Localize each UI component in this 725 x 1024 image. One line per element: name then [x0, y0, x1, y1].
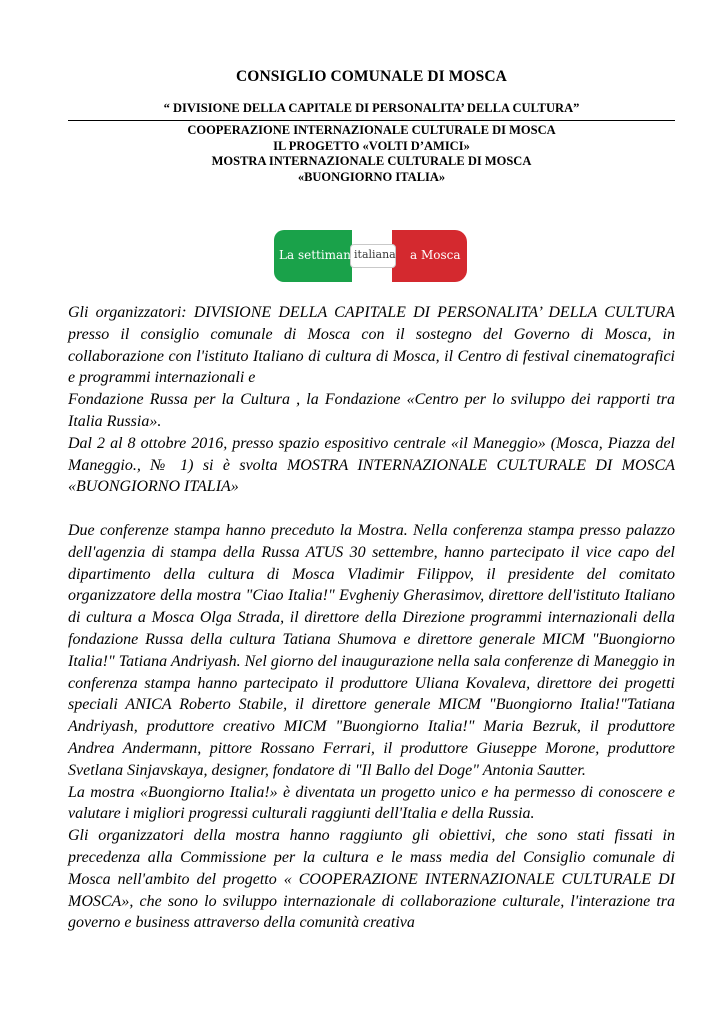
paragraph-foundation: Fondazione Russa per la Cultura , la Fondazione «Centro per lo sviluppo dei rapporti tra Italia Russia».	[68, 391, 675, 430]
header-lines	[68, 123, 675, 185]
header-line-exhibition: MOSTRA INTERNAZIONALE CULTURALE DI MOSCA	[211, 154, 532, 169]
header-divider	[68, 120, 675, 121]
page-title: CONSIGLIO COMUNALE DI MOSCA	[236, 68, 507, 85]
division-subtitle: “ DIVISIONE DELLA CAPITALE DI PERSONALITA’ DELLA CULTURA”	[163, 101, 580, 115]
italian-week-logo	[274, 230, 467, 282]
document-body	[68, 302, 675, 934]
paragraph-organizers: Gli organizzatori: DIVISIONE DELLA CAPITALE DI PERSONALITA’ DELLA CULTURA presso il consiglio comunale di Mosca con il sostegno del Governo di Mosca, in collaborazione con l'istituto Italiano di cultura di Mosca, il Centro di festival cinematografici e programmi internazionali e	[68, 304, 675, 387]
header-line-cooperation: COOPERAZIONE INTERNAZIONALE CULTURALE DI MOSCA	[187, 123, 556, 137]
paragraph-dates: Dal 2 al 8 ottobre 2016, presso spazio espositivo centrale «il Maneggio» (Mosca, Piazza del Maneggio., № 1) si è svolta MOSTRA INTERNAZIONALE CULTURALE DI MOSCA «BUONGIORNO ITALIA»	[68, 434, 675, 496]
logo-left-text: La settimana	[279, 248, 359, 262]
paragraph-spacer	[68, 498, 675, 520]
paragraph-exhibition-result: La mostra «Buongiorno Italia!» è diventata un progetto unico e ha permesso di conoscere e valutare i migliori progressi culturali raggiunti dell'Italia e della Russia.	[68, 783, 675, 823]
header-line-buongiorno: «BUONGIORNO ITALIA»	[297, 169, 446, 184]
logo-middle-text: italiana	[354, 248, 396, 261]
paragraph-objectives: Gli organizzatori della mostra hanno raggiunto gli obiettivi, che sono stati fissati in precedenza alla Commissione per la cultura e le mass media del Consiglio comunale di Mosca nell'ambito del progetto « COOPERAZIONE INTERNAZIONALE CULTURALE DI MOSCA», che sono lo sviluppo internazionale di collaborazione culturale, l'interazione tra governo e business attraverso della comunità creativa	[68, 827, 675, 932]
paragraph-press-conferences: Due conferenze stampa hanno preceduto la Mostra. Nella conferenza stampa presso palazzo dell'agenzia di stampa della Russa ATUS 30 settembre, hanno partecipato il vice capo del dipartimento della cultura di Mosca Vladimir Filippov, il presidente del comitato organizzatore della mostra "Ciao Italia!" Evgheniy Gherasimov, direttore dell'istituto Italiano di cultura a Mosca Olga Strada, il direttore della Direzione programmi internazionali della fondazione Russa della cultura Tatiana Shumova e direttore generale MICM "Buongiorno Italia!" Tatiana Andriyash. Nel giorno del inaugurazione nella sala conferenze di Maneggio in conferenza stampa hanno partecipato il produttore Uliana Kovaleva, direttore dei progetti speciali ANICA Roberto Stabile, il direttore generale MICM "Buongiorno Italia!"Tatiana Andriyash, produttore creativo MICM "Buongiorno Italia!" Maria Bezruk, il produttore Andrea Andermann, pittore Rossano Ferrari, il produttore Giuseppe Morone, produttore Svetlana Sinjavskaya, designer, fondatore di "Il Ballo del Doge" Antonia Sautter.	[68, 521, 675, 779]
logo-right-text: a Mosca	[410, 248, 461, 262]
header-line-project: IL PROGETTO «VOLTI D’AMICI»	[273, 138, 470, 153]
